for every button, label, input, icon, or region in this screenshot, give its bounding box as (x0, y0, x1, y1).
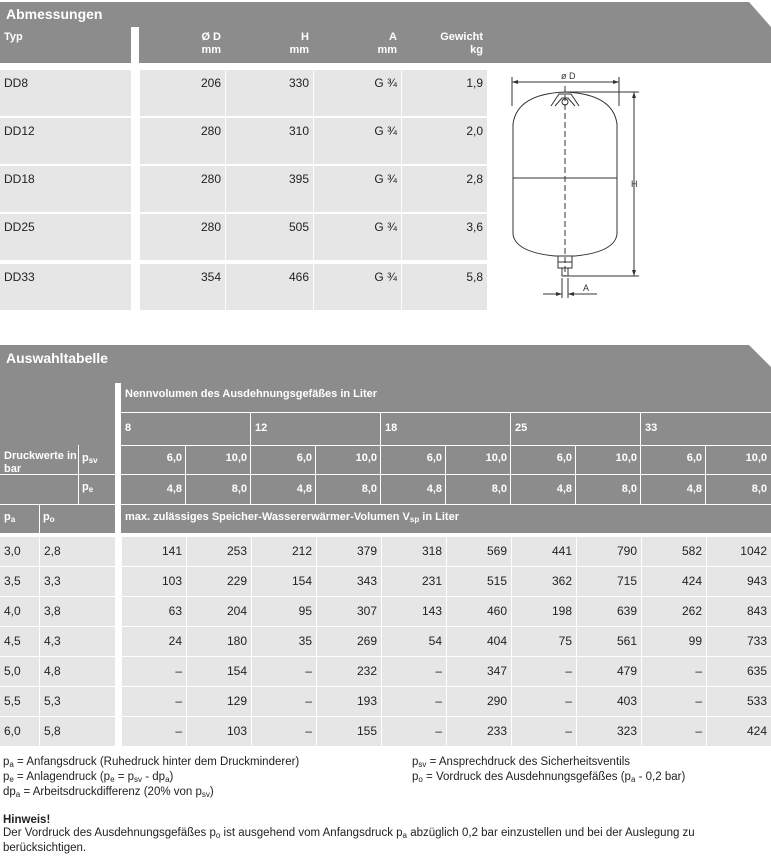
dimensions-cell: G ¾ (313, 70, 401, 116)
nominal-volume-header: Nennvolumen des Ausdehnungsgefäßes in Liter (125, 388, 378, 400)
dimensions-cell: 280 (139, 214, 225, 260)
dimensions-cell: 1,9 (401, 70, 487, 116)
pa-value: 4,5 (0, 627, 39, 656)
pe-value: 4,8 (556, 483, 572, 495)
dimensions-cell: G ¾ (313, 214, 401, 260)
volume-cell: 379 (316, 537, 381, 566)
volume-cell: 103 (186, 717, 251, 746)
dimensions-row-type: DD25 (0, 214, 131, 260)
volume-cell: 362 (511, 567, 576, 596)
volume-cell: 154 (251, 567, 316, 596)
dimensions-cell: 2,0 (401, 118, 487, 164)
value-separator (445, 445, 446, 504)
po-label: $p_o$ (43, 511, 55, 524)
volume-cell: – (641, 687, 706, 716)
volume-cell: 307 (316, 597, 381, 626)
dimensions-row-type: DD8 (0, 70, 131, 116)
value-separator (705, 445, 706, 504)
volume-cell: 290 (446, 687, 511, 716)
pressure-values-label: Druckwerte in bar (4, 450, 77, 475)
volume-cell: – (121, 687, 186, 716)
volume-cell: 1042 (706, 537, 771, 566)
volume-cell: – (381, 687, 446, 716)
volume-cell: 790 (576, 537, 641, 566)
drawing-label-a: A (583, 283, 590, 293)
pe-value: 4,8 (166, 483, 182, 495)
legend-dpa: $dp_a$ = Arbeitsdruckdifferenz (20% von $p_{sv}$) (3, 786, 214, 799)
po-value: 4,8 (39, 657, 115, 686)
pa-value: 5,5 (0, 687, 39, 716)
volume-cell: 515 (446, 567, 511, 596)
drawing-label-d: ø D (561, 71, 576, 81)
volume-cell: 141 (121, 537, 186, 566)
volume-cell: 715 (576, 567, 641, 596)
volume-cell: 180 (186, 627, 251, 656)
dimensions-header-2: H mm (289, 31, 309, 56)
volume-cell: 424 (641, 567, 706, 596)
pe-value: 8,0 (751, 483, 767, 495)
volume-cell: 533 (706, 687, 771, 716)
pe-value: 8,0 (361, 483, 377, 495)
psv-value: 10,0 (485, 452, 507, 464)
volume-cell: – (121, 657, 186, 686)
pe-value: 8,0 (231, 483, 247, 495)
volume-cell: 424 (706, 717, 771, 746)
volume-cell: 204 (186, 597, 251, 626)
pe-value: 4,8 (426, 483, 442, 495)
volume-cell: 262 (641, 597, 706, 626)
volume-cell: 479 (576, 657, 641, 686)
dimensions-cell: 280 (139, 166, 225, 212)
volume-cell: 75 (511, 627, 576, 656)
volume-header-25: 25 (515, 422, 528, 434)
volume-cell: 193 (316, 687, 381, 716)
volume-cell: 635 (706, 657, 771, 686)
dimensions-cell: G ¾ (313, 264, 401, 310)
volume-cell: 561 (576, 627, 641, 656)
volume-cell: – (641, 717, 706, 746)
volume-cell: 733 (706, 627, 771, 656)
volume-cell: 24 (121, 627, 186, 656)
volume-cell: 233 (446, 717, 511, 746)
volume-cell: 212 (251, 537, 316, 566)
note (3, 814, 763, 855)
volume-cell: 198 (511, 597, 576, 626)
note-title: Hinweis! (3, 814, 51, 826)
pe-value: 8,0 (621, 483, 637, 495)
volume-cell: 103 (121, 567, 186, 596)
legend-psv: $p_{sv}$ = Ansprechdruck des Sicherheitsventils (412, 756, 630, 769)
volume-cell: – (121, 717, 186, 746)
volume-header-12: 12 (255, 422, 268, 434)
value-separator (315, 445, 316, 504)
volume-cell: 35 (251, 627, 316, 656)
volume-cell: 582 (641, 537, 706, 566)
volume-cell: 569 (446, 537, 511, 566)
volume-cell: 460 (446, 597, 511, 626)
psv-value: 10,0 (355, 452, 377, 464)
volume-cell: 404 (446, 627, 511, 656)
pa-value: 4,0 (0, 597, 39, 626)
volume-cell: 323 (576, 717, 641, 746)
volume-header-8: 8 (125, 422, 132, 434)
pe-value: 8,0 (491, 483, 507, 495)
dimensions-cell: 395 (225, 166, 313, 212)
legend-pe: $p_e$ = Anlagendruck $(p_e = p_{sv} - dp_a)$ (3, 771, 174, 784)
volume-cell: – (641, 657, 706, 686)
header-separator (121, 474, 771, 475)
legend-left (3, 756, 299, 801)
dimensions-cell: G ¾ (313, 118, 401, 164)
legend-right (412, 756, 685, 786)
header-separator (121, 445, 771, 446)
note-text: Der Vordruck des Ausdehnungsgefäßes $p_o$ ist ausgehend vom Anfangsdruck $p_a$ abzüglich 0,2 bar einzustellen und bei der Auslegung zu berücksichtigen. (3, 827, 695, 854)
volume-cell: 229 (186, 567, 251, 596)
dimensions-cell: 354 (139, 264, 225, 310)
volume-cell: 129 (186, 687, 251, 716)
volume-cell: 318 (381, 537, 446, 566)
volume-cell: 347 (446, 657, 511, 686)
pa-value: 3,5 (0, 567, 39, 596)
dimensions-section-title: Abmessungen (0, 2, 771, 27)
pe-label: $p_e$ (82, 481, 94, 494)
dimensions-row-type: DD33 (0, 264, 131, 310)
header-separator (0, 504, 115, 505)
legend-po: $p_o$ = Vordruck des Ausdehnungsgefäßes ($p_a - 0,2$ bar) (412, 771, 686, 784)
drawing-label-h: H (631, 179, 638, 189)
volume-cell: 343 (316, 567, 381, 596)
dimensions-header-3: A mm (377, 31, 397, 56)
pa-label: $p_a$ (4, 511, 16, 524)
value-separator (575, 445, 576, 504)
pe-value: 4,8 (686, 483, 702, 495)
volume-cell: 99 (641, 627, 706, 656)
dimensions-cell: G ¾ (313, 166, 401, 212)
po-value: 5,8 (39, 717, 115, 746)
psv-value: 6,0 (686, 452, 702, 464)
vessel-drawing (487, 66, 771, 314)
volume-cell: 441 (511, 537, 576, 566)
volume-cell: – (381, 657, 446, 686)
volume-cell: 843 (706, 597, 771, 626)
dimensions-header-4: Gewicht kg (440, 31, 483, 56)
dimensions-row-type: DD12 (0, 118, 131, 164)
dimensions-cell: 5,8 (401, 264, 487, 310)
dimensions-cell: 2,8 (401, 166, 487, 212)
volume-header-18: 18 (385, 422, 398, 434)
pa-value: 5,0 (0, 657, 39, 686)
legend-pa: $p_a$ = Anfangsdruck (Ruhedruck hinter dem Druckminderer) (3, 756, 300, 769)
psv-value: 10,0 (745, 452, 767, 464)
volume-cell: 231 (381, 567, 446, 596)
volume-header-33: 33 (645, 422, 658, 434)
psv-value: 10,0 (225, 452, 247, 464)
volume-cell: 95 (251, 597, 316, 626)
pe-value: 4,8 (296, 483, 312, 495)
volume-cell: 943 (706, 567, 771, 596)
volume-cell: 154 (186, 657, 251, 686)
volume-cell: – (251, 717, 316, 746)
dimensions-cell: 280 (139, 118, 225, 164)
dimensions-cell: 310 (225, 118, 313, 164)
header-separator (121, 504, 771, 505)
dimensions-cell: 206 (139, 70, 225, 116)
volume-cell: 54 (381, 627, 446, 656)
selection-section-title: Auswahltabelle (0, 345, 771, 383)
header-separator (121, 412, 771, 413)
dimensions-row-type: DD18 (0, 166, 131, 212)
volume-cell: – (251, 657, 316, 686)
pa-value: 3,0 (0, 537, 39, 566)
volume-cell: – (381, 717, 446, 746)
volume-cell: 269 (316, 627, 381, 656)
psv-value: 6,0 (296, 452, 312, 464)
volume-cell: 639 (576, 597, 641, 626)
volume-cell: 403 (576, 687, 641, 716)
volume-cell: – (511, 717, 576, 746)
dimensions-cell: 505 (225, 214, 313, 260)
volume-cell: – (511, 687, 576, 716)
psv-value: 6,0 (426, 452, 442, 464)
volume-cell: 155 (316, 717, 381, 746)
volume-cell: 143 (381, 597, 446, 626)
psv-value: 6,0 (556, 452, 572, 464)
volume-cell: 232 (316, 657, 381, 686)
po-value: 3,8 (39, 597, 115, 626)
volume-cell: 253 (186, 537, 251, 566)
dimensions-header-0: Typ (4, 31, 23, 43)
value-separator (185, 445, 186, 504)
volume-caption: max. zulässiges Speicher-Wassererwärmer-Volumen $V_{sp}$ in Liter (125, 511, 459, 524)
dimensions-cell: 330 (225, 70, 313, 116)
psv-label: $p_{sv}$ (82, 452, 98, 465)
volume-cell: 63 (121, 597, 186, 626)
psv-value: 10,0 (615, 452, 637, 464)
po-value: 2,8 (39, 537, 115, 566)
dimensions-header-1: Ø D mm (201, 31, 221, 56)
po-value: 3,3 (39, 567, 115, 596)
volume-cell: – (251, 687, 316, 716)
volume-cell: – (511, 657, 576, 686)
psv-value: 6,0 (166, 452, 182, 464)
po-value: 5,3 (39, 687, 115, 716)
dimensions-cell: 466 (225, 264, 313, 310)
pa-value: 6,0 (0, 717, 39, 746)
po-value: 4,3 (39, 627, 115, 656)
dimensions-cell: 3,6 (401, 214, 487, 260)
